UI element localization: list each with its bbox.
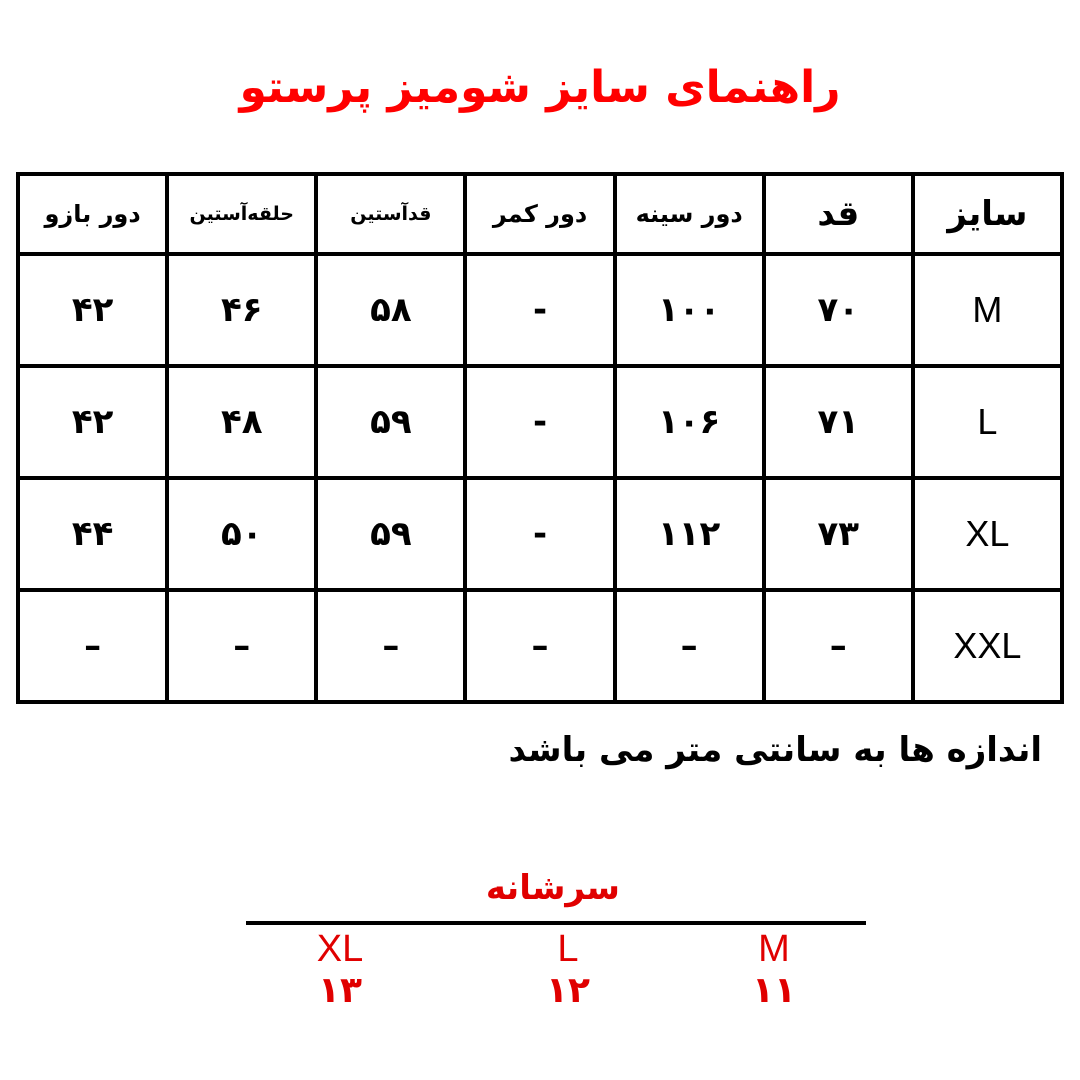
table-row (18, 590, 1062, 702)
cell-waist: - (465, 366, 614, 478)
size-table (16, 172, 1064, 704)
cell-sleeve-length: ۵۹ (316, 478, 465, 590)
shoulder-item-l (508, 928, 628, 1012)
table-header-row (18, 174, 1062, 254)
cell-waist: – (465, 590, 614, 702)
page-title: راهنمای سایز شومیز پرستو (239, 62, 841, 113)
cell-chest: ۱۰۰ (615, 254, 764, 366)
cell-armhole: ۴۸ (167, 366, 316, 478)
shoulder-divider (246, 921, 866, 925)
header-length: قد (764, 174, 913, 254)
shoulder-value: ۱۱ (752, 970, 796, 1011)
cell-waist: - (465, 254, 614, 366)
cell-waist: - (465, 478, 614, 590)
cell-size: M (913, 254, 1062, 366)
cell-chest: – (615, 590, 764, 702)
cell-arm-circumference: ۴۴ (18, 478, 167, 590)
cell-chest: ۱۱۲ (615, 478, 764, 590)
cell-length: ۷۰ (764, 254, 913, 366)
shoulder-size-label: L (557, 928, 579, 970)
cell-sleeve-length: ۵۸ (316, 254, 465, 366)
units-note: اندازه ها به سانتی متر می باشد (508, 730, 1042, 770)
shoulder-size-label: M (758, 928, 790, 970)
shoulder-title: سرشانه (485, 868, 620, 908)
cell-sleeve-length: ۵۹ (316, 366, 465, 478)
cell-arm-circumference: – (18, 590, 167, 702)
shoulder-item-m (714, 928, 834, 1012)
header-waist: دور کمر (465, 174, 614, 254)
shoulder-size-label: XL (316, 928, 364, 970)
cell-length: – (764, 590, 913, 702)
header-size: سایز (913, 174, 1062, 254)
cell-arm-circumference: ۴۲ (18, 254, 167, 366)
shoulder-item-xl (280, 928, 400, 1012)
header-armhole: حلقه‌آستین (167, 174, 316, 254)
cell-size: XL (913, 478, 1062, 590)
table-row (18, 254, 1062, 366)
cell-sleeve-length: – (316, 590, 465, 702)
cell-size: XXL (913, 590, 1062, 702)
cell-size: L (913, 366, 1062, 478)
cell-armhole: – (167, 590, 316, 702)
header-arm-circumference: دور بازو (18, 174, 167, 254)
cell-length: ۷۱ (764, 366, 913, 478)
table-row (18, 366, 1062, 478)
cell-length: ۷۳ (764, 478, 913, 590)
header-chest: دور سینه (615, 174, 764, 254)
table-row (18, 478, 1062, 590)
cell-armhole: ۴۶ (167, 254, 316, 366)
cell-chest: ۱۰۶ (615, 366, 764, 478)
shoulder-value: ۱۲ (546, 970, 590, 1011)
shoulder-value: ۱۳ (318, 970, 362, 1011)
cell-armhole: ۵۰ (167, 478, 316, 590)
header-sleeve-length: قدآستین (316, 174, 465, 254)
cell-arm-circumference: ۴۲ (18, 366, 167, 478)
